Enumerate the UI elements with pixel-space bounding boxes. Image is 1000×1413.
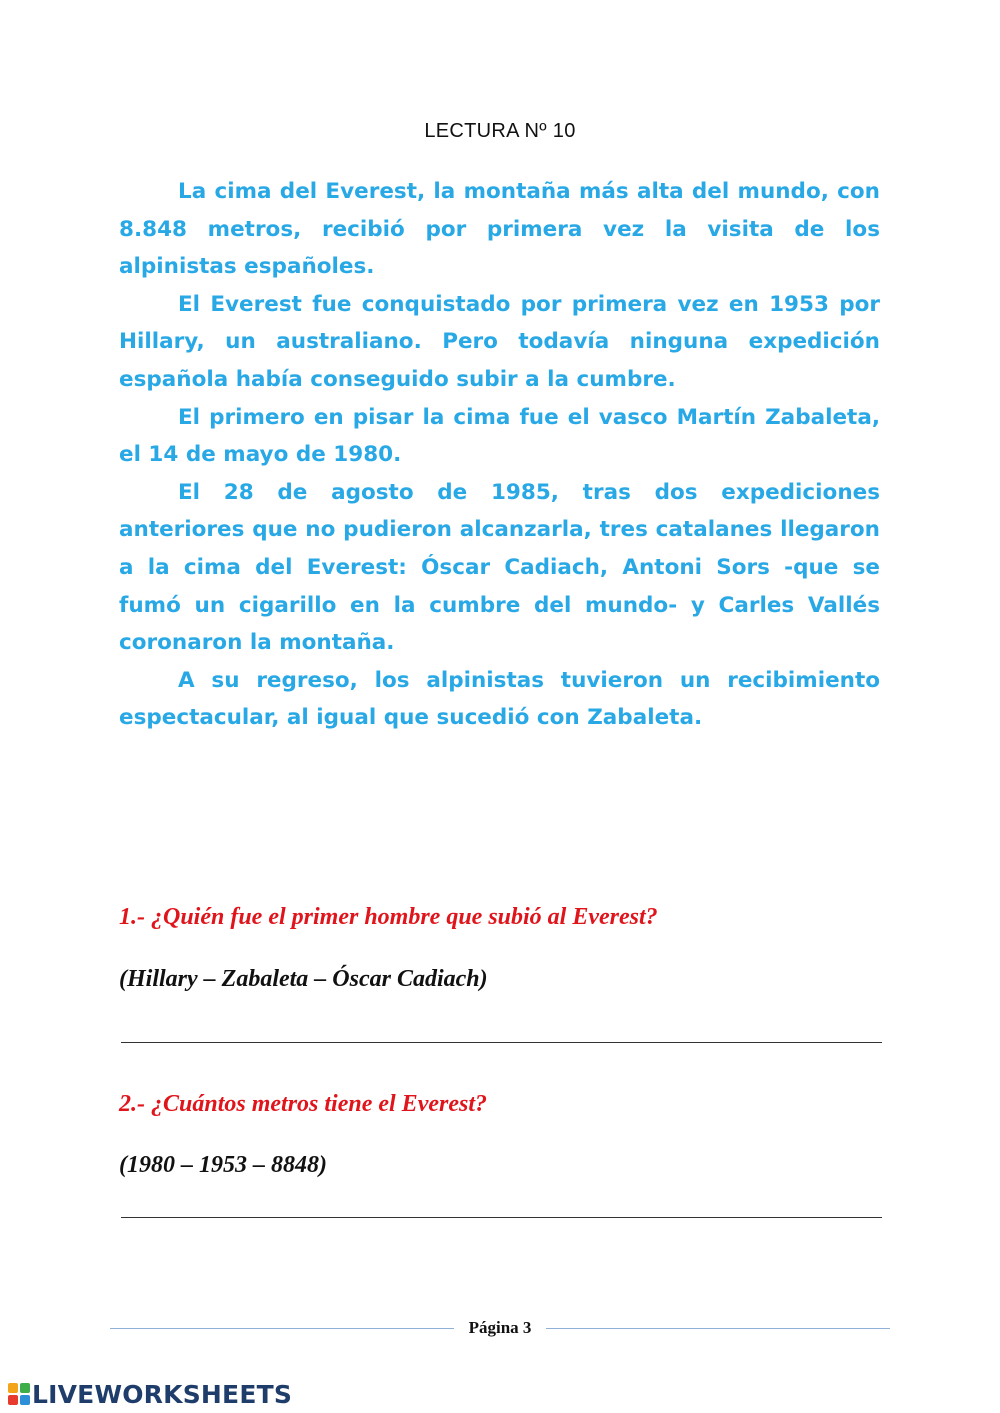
- page-title: LECTURA Nº 10: [424, 120, 576, 142]
- question-2: 2.- ¿Cuántos metros tiene el Everest?: [119, 1091, 487, 1117]
- question-2-options: (1980 – 1953 – 8848): [119, 1152, 327, 1178]
- answer-field-1[interactable]: [121, 1042, 882, 1043]
- question-1: 1.- ¿Quién fue el primer hombre que subió al Everest?: [119, 904, 658, 930]
- reading-text: [119, 173, 880, 737]
- question-1-options: (Hillary – Zabaleta – Óscar Cadiach): [119, 966, 488, 992]
- reading-paragraph: El 28 de agosto de 1985, tras dos expediciones anteriores que no pudieron alcanzarla, tres catalanes llegaron a la cima del Everest: Óscar Cadiach, Antoni Sors -que se fumó un cigarillo en la cumbre del mundo- y Carles Vallés coronaron la montaña.: [119, 479, 880, 656]
- answer-field-2[interactable]: [121, 1217, 882, 1218]
- logo-square-red: [8, 1395, 18, 1405]
- logo-square-blue: [20, 1395, 30, 1405]
- liveworksheets-logo-icon: [8, 1383, 30, 1405]
- reading-paragraph: A su regreso, los alpinistas tuvieron un recibimiento espectacular, al igual que sucedió con Zabaleta.: [119, 667, 880, 731]
- footer-rule-right: [546, 1328, 890, 1329]
- reading-paragraph: La cima del Everest, la montaña más alta del mundo, con 8.848 metros, recibió por primera vez la visita de los alpinistas españoles.: [119, 179, 880, 280]
- reading-paragraph: El primero en pisar la cima fue el vasco Martín Zabaleta, el 14 de mayo de 1980.: [119, 404, 880, 468]
- reading-paragraph: El Everest fue conquistado por primera vez en 1953 por Hillary, un australiano. Pero todavía ninguna expedición española había conseguido subir a la cumbre.: [119, 291, 880, 392]
- logo-square-green: [20, 1383, 30, 1393]
- logo-square-orange: [8, 1383, 18, 1393]
- brand-name: LIVEWORKSHEETS: [32, 1379, 293, 1409]
- page-number: Página 3: [468, 1318, 532, 1337]
- brand-logo[interactable]: [8, 1380, 292, 1408]
